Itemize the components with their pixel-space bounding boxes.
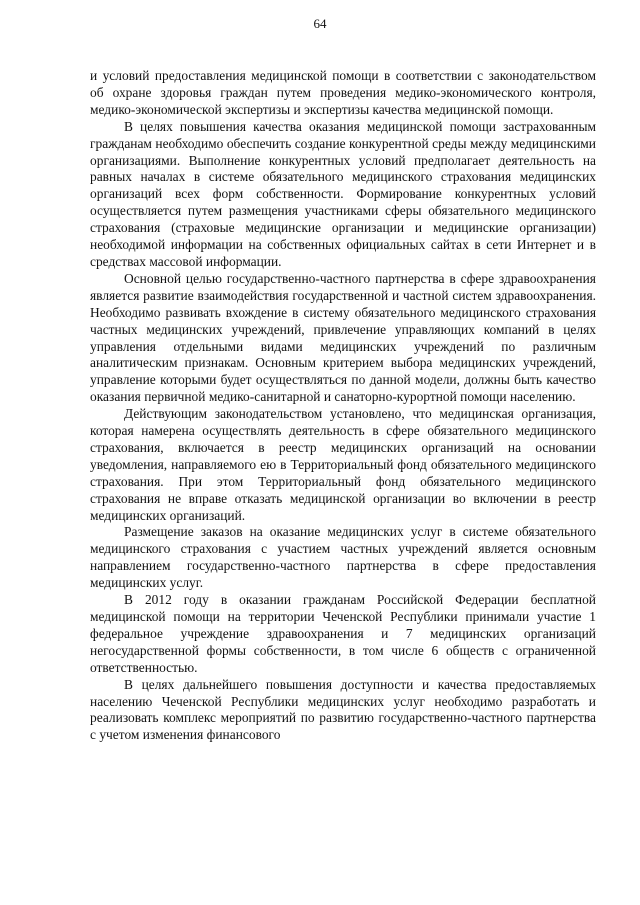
paragraph-2: В целях повышения качества оказания медицинской помощи застрахованным гражданам необходимо обеспечить создание конкурентной среды между медицинскими организациями. Выполнение конкурентных условий предполагает деятельность на равных началах в системе обязательного медицинского страхования медицинских организаций всех форм собственности. Формирование конкурентных условий осуществляется путем размещения участниками сферы обязательного медицинского страхования (страховые медицинские организации и медицинские организации) необходимой информации на собственных официальных сайтах в сети Интернет и в средствах массовой информации. <box>90 118 596 269</box>
document-body <box>90 68 596 744</box>
paragraph-7: В целях дальнейшего повышения доступности и качества предоставляемых населению Чеченской Республики медицинских услуг необходимо разработать и реализовать комплекс мероприятий по развитию государственно-частного партнерства с учетом изменения финансового <box>90 676 596 743</box>
paragraph-6: В 2012 году в оказании гражданам Российской Федерации бесплатной медицинской помощи на территории Чеченской Республики принимали участие 1 федеральное учреждение здравоохранения и 7 медицинских организаций негосударственной формы собственности, в том числе 6 обществ с ограниченной ответственностью. <box>90 592 596 675</box>
page-number: 64 <box>313 16 327 31</box>
paragraph-3: Основной целью государственно-частного партнерства в сфере здравоохранения является развитие взаимодействия государственной и частной систем здравоохранения. Необходимо развивать вхождение в систему обязательного медицинского страхования частных медицинских учреждений, привлечение управляющих компаний в целях управления отдельными видами медицинских учреждений по различным аналитическим признакам. Основным критерием выбора медицинских учреждений, управление которыми будет осуществляться по данной модели, должны быть качество оказания первичной медико-санитарной и санаторно-курортной помощи населению. <box>90 270 596 405</box>
paragraph-5: Размещение заказов на оказание медицинских услуг в системе обязательного медицинского страхования с участием частных учреждений является основным направлением государственно-частного партнерства в сфере предоставления медицинских услуг. <box>90 524 596 591</box>
paragraph-4: Действующим законодательством установлено, что медицинская организация, которая намерена осуществлять деятельность в сфере обязательного медицинского страхования, включается в реестр медицинских организаций на основании уведомления, направляемого ею в Территориальный фонд обязательного медицинского страхования. При этом Территориальный фонд обязательного медицинского страхования не вправе отказать медицинской организации во включении в реестр медицинских организаций. <box>90 406 596 523</box>
paragraph-1: и условий предоставления медицинской помощи в соответствии с законодательством об охране здоровья граждан путем проведения медико-экономического контроля, медико-экономической экспертизы и экспертизы качества медицинской помощи. <box>90 68 596 117</box>
